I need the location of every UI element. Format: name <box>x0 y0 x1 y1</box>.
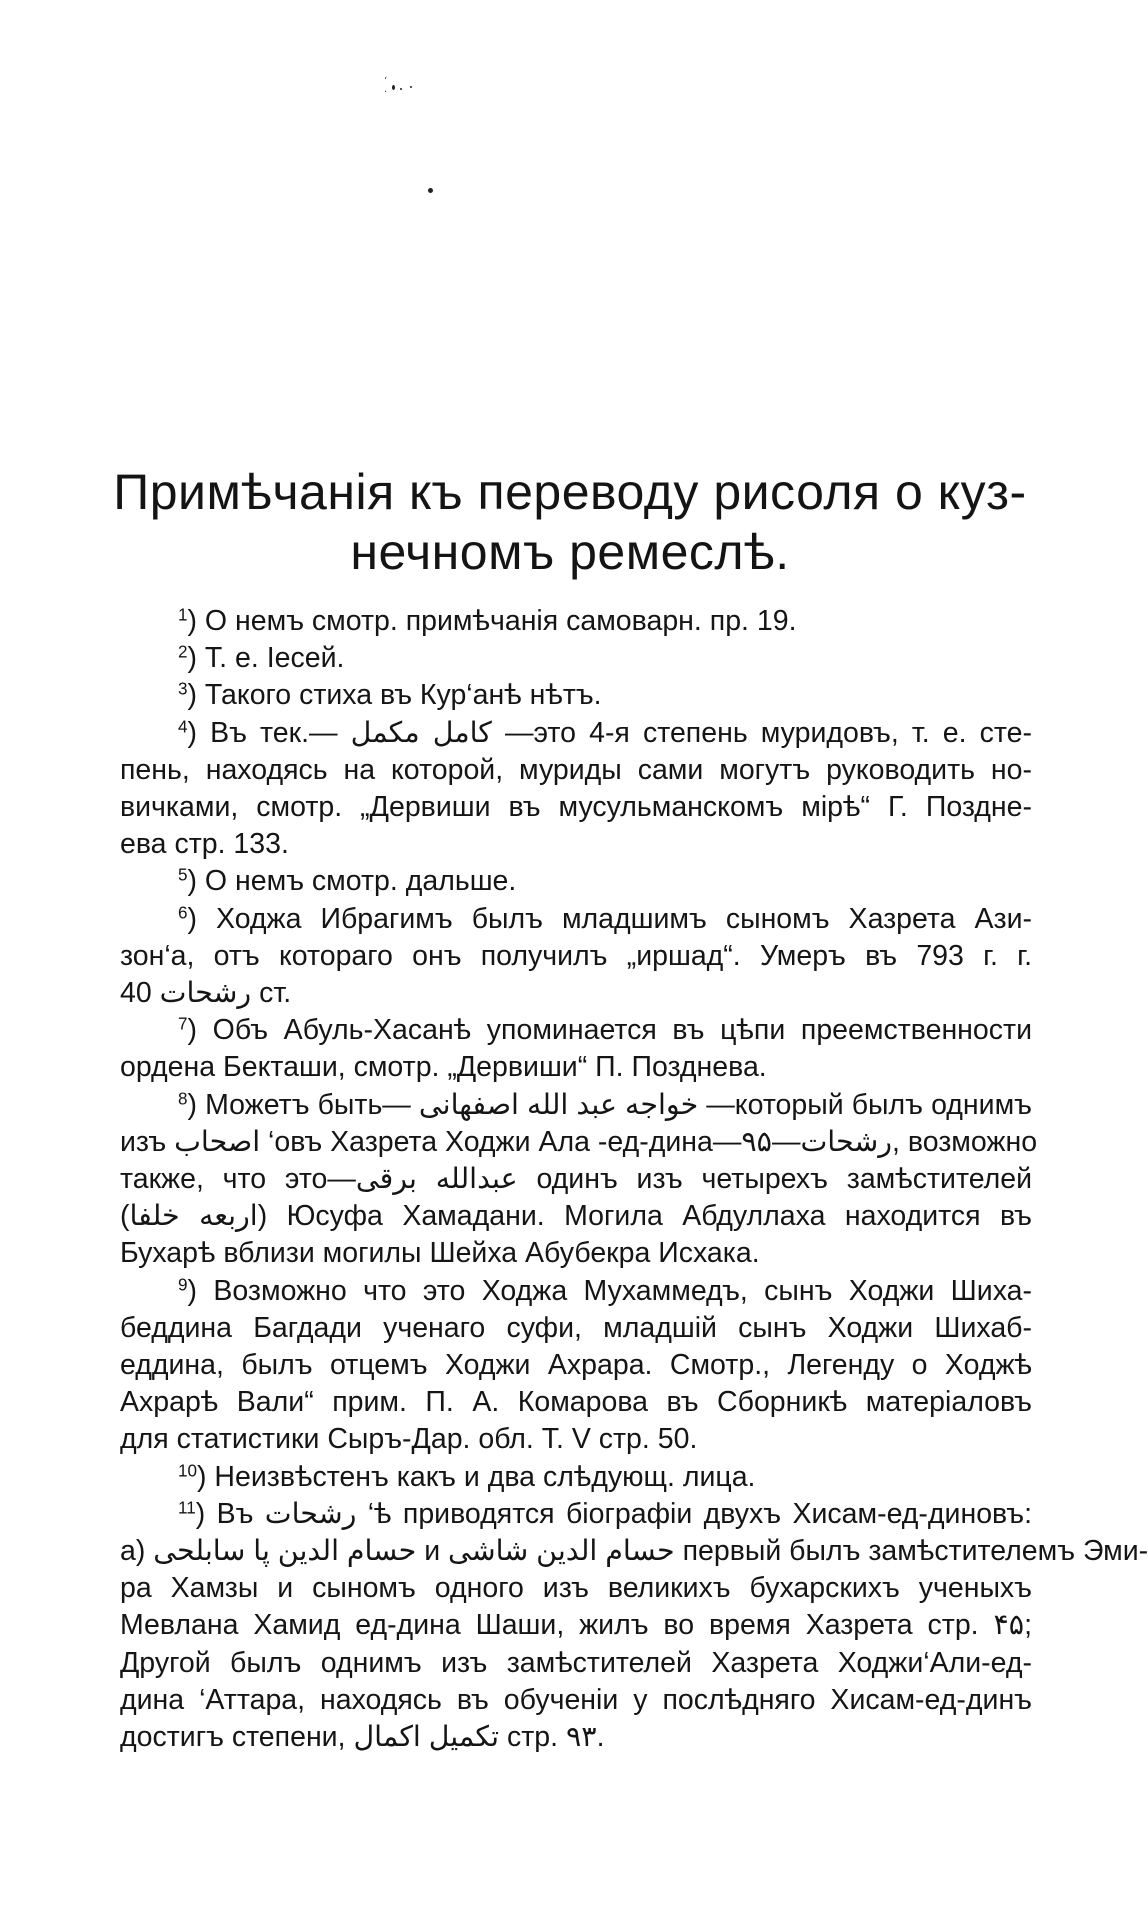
ink-dot <box>428 188 433 193</box>
title-line-1: Примѣчанія къ переводу рисоля о куз- <box>113 464 1027 520</box>
note-number: 7 <box>178 1014 188 1034</box>
note-number: 8 <box>178 1089 188 1109</box>
note-3: $^3$) Такого стиха въ Кур‘анѣ нѣтъ. <box>178 679 602 712</box>
note-number: 5 <box>178 866 188 886</box>
ink-dot <box>410 86 412 88</box>
page-title <box>100 462 1040 582</box>
note-10: $^{10}$) Неизвѣстенъ какъ и два слѣдующ. лица. <box>178 1460 756 1493</box>
note-number: 10 <box>178 1461 198 1481</box>
note-number: 6 <box>178 903 188 923</box>
note-5: $^5$) О немъ смотр. дальше. <box>178 865 517 898</box>
note-2: $^2$) Т. е. Іесей. <box>178 642 345 675</box>
note-6: $^6$) Ходжа Ибрагимъ былъ младшимъ сыномъ Хазрета Ази- зон‘а, отъ котораго онъ получилъ „иршад“. Умеръ въ 793 г. г. رشحات 40 ст. <box>120 902 1032 1010</box>
note-9: $^9$) Возможно что это Ходжа Мухаммедъ, сынъ Ходжи Шиха- беддина Багдади ученаго суфи, младшій сынъ Ходжи Шихаб- еддина, былъ отцемъ Ходжи Ахрара. Смотр., Легенду о Ходжѣ Ахрарѣ Вали“ прим. П. А. Комарова въ Сборникѣ матеріаловъ для статистики Сыръ-Дар. обл. Т. V стр. 50. <box>120 1274 1032 1456</box>
note-number: 4 <box>178 717 188 737</box>
ink-dot <box>400 88 402 90</box>
note-number: 3 <box>178 680 188 700</box>
header-marks: ʻ · <box>384 76 388 98</box>
ink-dot <box>392 85 395 90</box>
note-1: $^1$) О немъ смотр. примѣчанія самоварн. пр. 19. <box>178 605 797 637</box>
note-8: $^8$) Можетъ быть— خواجه عبد الله اصفهانی —который былъ однимъ изъ اصحاب ‘овъ Хазрета Ходжи Ала -ед-дина—رشحات—۹۵, возможно также, что это—عبدالله برقی одинъ изъ четырехъ замѣстителей (اربعه خلفا) Юсуфа Хамадани. Могила Абдуллаха находится въ Бухарѣ вблизи могилы Шейха Абубекра Исхака. <box>120 1088 1038 1270</box>
notes-list <box>120 603 1148 1756</box>
note-4: $^4$) Въ тек.— کامل مکمل —это 4-я степень муридовъ, т. е. сте- пень, находясь на которой, муриды сами могутъ руководить но- вичками, смотр. „Дервиши въ мусульманскомъ мірѣ“ Г. Позднe- ева стр. 133. <box>120 716 1032 861</box>
note-number: 2 <box>178 642 188 662</box>
note-number: 9 <box>178 1275 188 1295</box>
note-number: 11 <box>178 1498 196 1518</box>
note-7: $^7$) Объ Абуль-Хасанѣ упоминается въ цѣпи преемственности ордена Бекташи, смотр. „Дервиши“ П. Позднева. <box>120 1014 1032 1084</box>
note-11: $^{11}$) Въ رشحات ‘ѣ приводятся біографіи двухъ Хисам-ед-диновъ: а) حسام الدین پا سابلحی и حسام الدین شاشی первый былъ замѣстителемъ Эми- ра Хамзы и сыномъ одного изъ великихъ бухарскихъ ученыхъ Мевлана Хамид ед-дина Шаши, жилъ во время Хазрета стр. ۴۵; Другой былъ однимъ изъ замѣстителей Хазрета Ходжи‘Али-ед- дина ‘Аттара, находясь въ обученіи у послѣдняго Хисам-ед-динъ достигъ степени, تکمیل اکمال стр. ۹۳. <box>120 1497 1148 1754</box>
note-number: 1 <box>178 605 188 625</box>
title-line-2: нечномъ ремеслѣ. <box>350 524 790 580</box>
